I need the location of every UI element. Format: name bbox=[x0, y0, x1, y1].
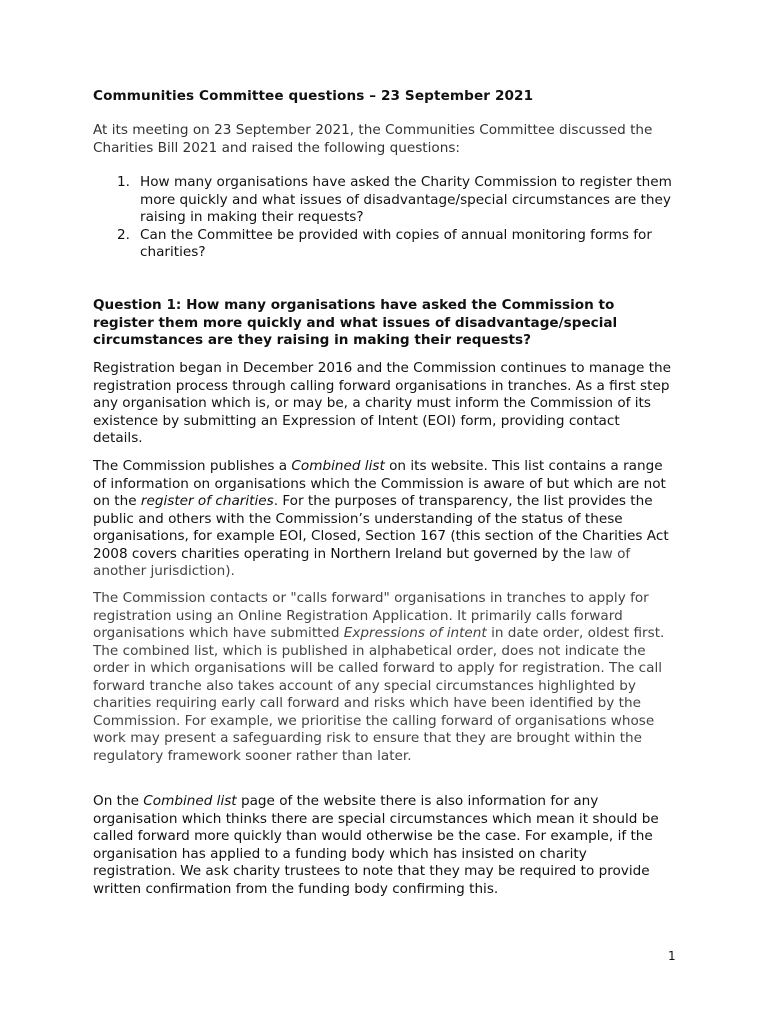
document-title: Communities Committee questions – 23 September 2021 bbox=[93, 88, 534, 104]
paragraph-combined-list bbox=[93, 458, 673, 581]
paragraph-call-forward bbox=[93, 590, 673, 765]
text-run: The Commission publishes a bbox=[93, 458, 292, 474]
text-run-italic: register of charities bbox=[140, 493, 274, 509]
text-run: on its website. This list contains a range of information on organisations which the Commission is aware of but which are not on the bbox=[93, 458, 666, 509]
list-number: 2. bbox=[117, 226, 130, 243]
intro-paragraph: At its meeting on 23 September 2021, the Communities Committee discussed the Charities Bill 2021 and raised the following questions: bbox=[93, 122, 653, 156]
questions-list bbox=[93, 174, 673, 262]
text-run: On the bbox=[93, 793, 144, 809]
page-number: 1 bbox=[668, 949, 676, 963]
text-run: page of the website there is also information for any organisation which thinks there are special circumstances which mean it should be called forward more quickly than would otherwise be the case. For example, if the organisation has applied to a funding body which has insisted on charity registration. We ask charity trustees to note that they may be required to provide written confirmation from the funding body confirming this. bbox=[93, 793, 659, 897]
text-run-italic: Combined list bbox=[143, 793, 237, 809]
list-item bbox=[93, 227, 673, 262]
text-run: The Commission contacts or "calls forward" organisations in tranches to apply for registration using an Online Registration Application. It primarily calls forward organisations which have submitted bbox=[93, 590, 649, 641]
text-run: . For the purposes of transparency, the list provides the public and others with the Commission’s understanding of the status of these organisations, for example EOI, Closed, Section 167 (this section of the Charities Act 2008 covers charities operating in Northern Ireland but governed by the bbox=[93, 493, 669, 562]
question1-heading: Question 1: How many organisations have asked the Commission to register them more quickly and what issues of disadvantage/special circumstances are they raising in making their requests? bbox=[93, 297, 618, 348]
list-item-text: How many organisations have asked the Charity Commission to register them more quickly and what issues of disadvantage/special circumstances are they raising in making their requests? bbox=[140, 174, 672, 225]
text-run-italic: Combined list bbox=[291, 458, 385, 474]
list-item-text: Can the Committee be provided with copies of annual monitoring forms for charities? bbox=[140, 226, 652, 260]
paragraph-registration: Registration began in December 2016 and the Commission continues to manage the registration process through calling forward organisations in tranches. As a first step any organisation which is, or may be, a charity must inform the Commission of its existence by submitting an Expression of Intent (EOI) form, providing contact details. bbox=[93, 360, 672, 446]
paragraph-special-circumstances bbox=[93, 793, 673, 898]
text-run-italic: Expressions of intent bbox=[343, 625, 487, 641]
text-run: in date order, oldest first. The combined list, which is published in alphabetical order, does not indicate the order in which organisations will be called forward to apply for registration. The call forward tranche also takes account of any special circumstances highlighted by charities requiring early call forward and risks which have been identified by the Commission. For example, we prioritise the calling forward of organisations whose work may present a safeguarding risk to ensure that they are brought within the regulatory framework sooner rather than later. bbox=[93, 625, 665, 764]
list-item bbox=[93, 174, 673, 227]
list-number: 1. bbox=[117, 174, 130, 190]
text-run: law of another jurisdiction). bbox=[93, 545, 631, 579]
